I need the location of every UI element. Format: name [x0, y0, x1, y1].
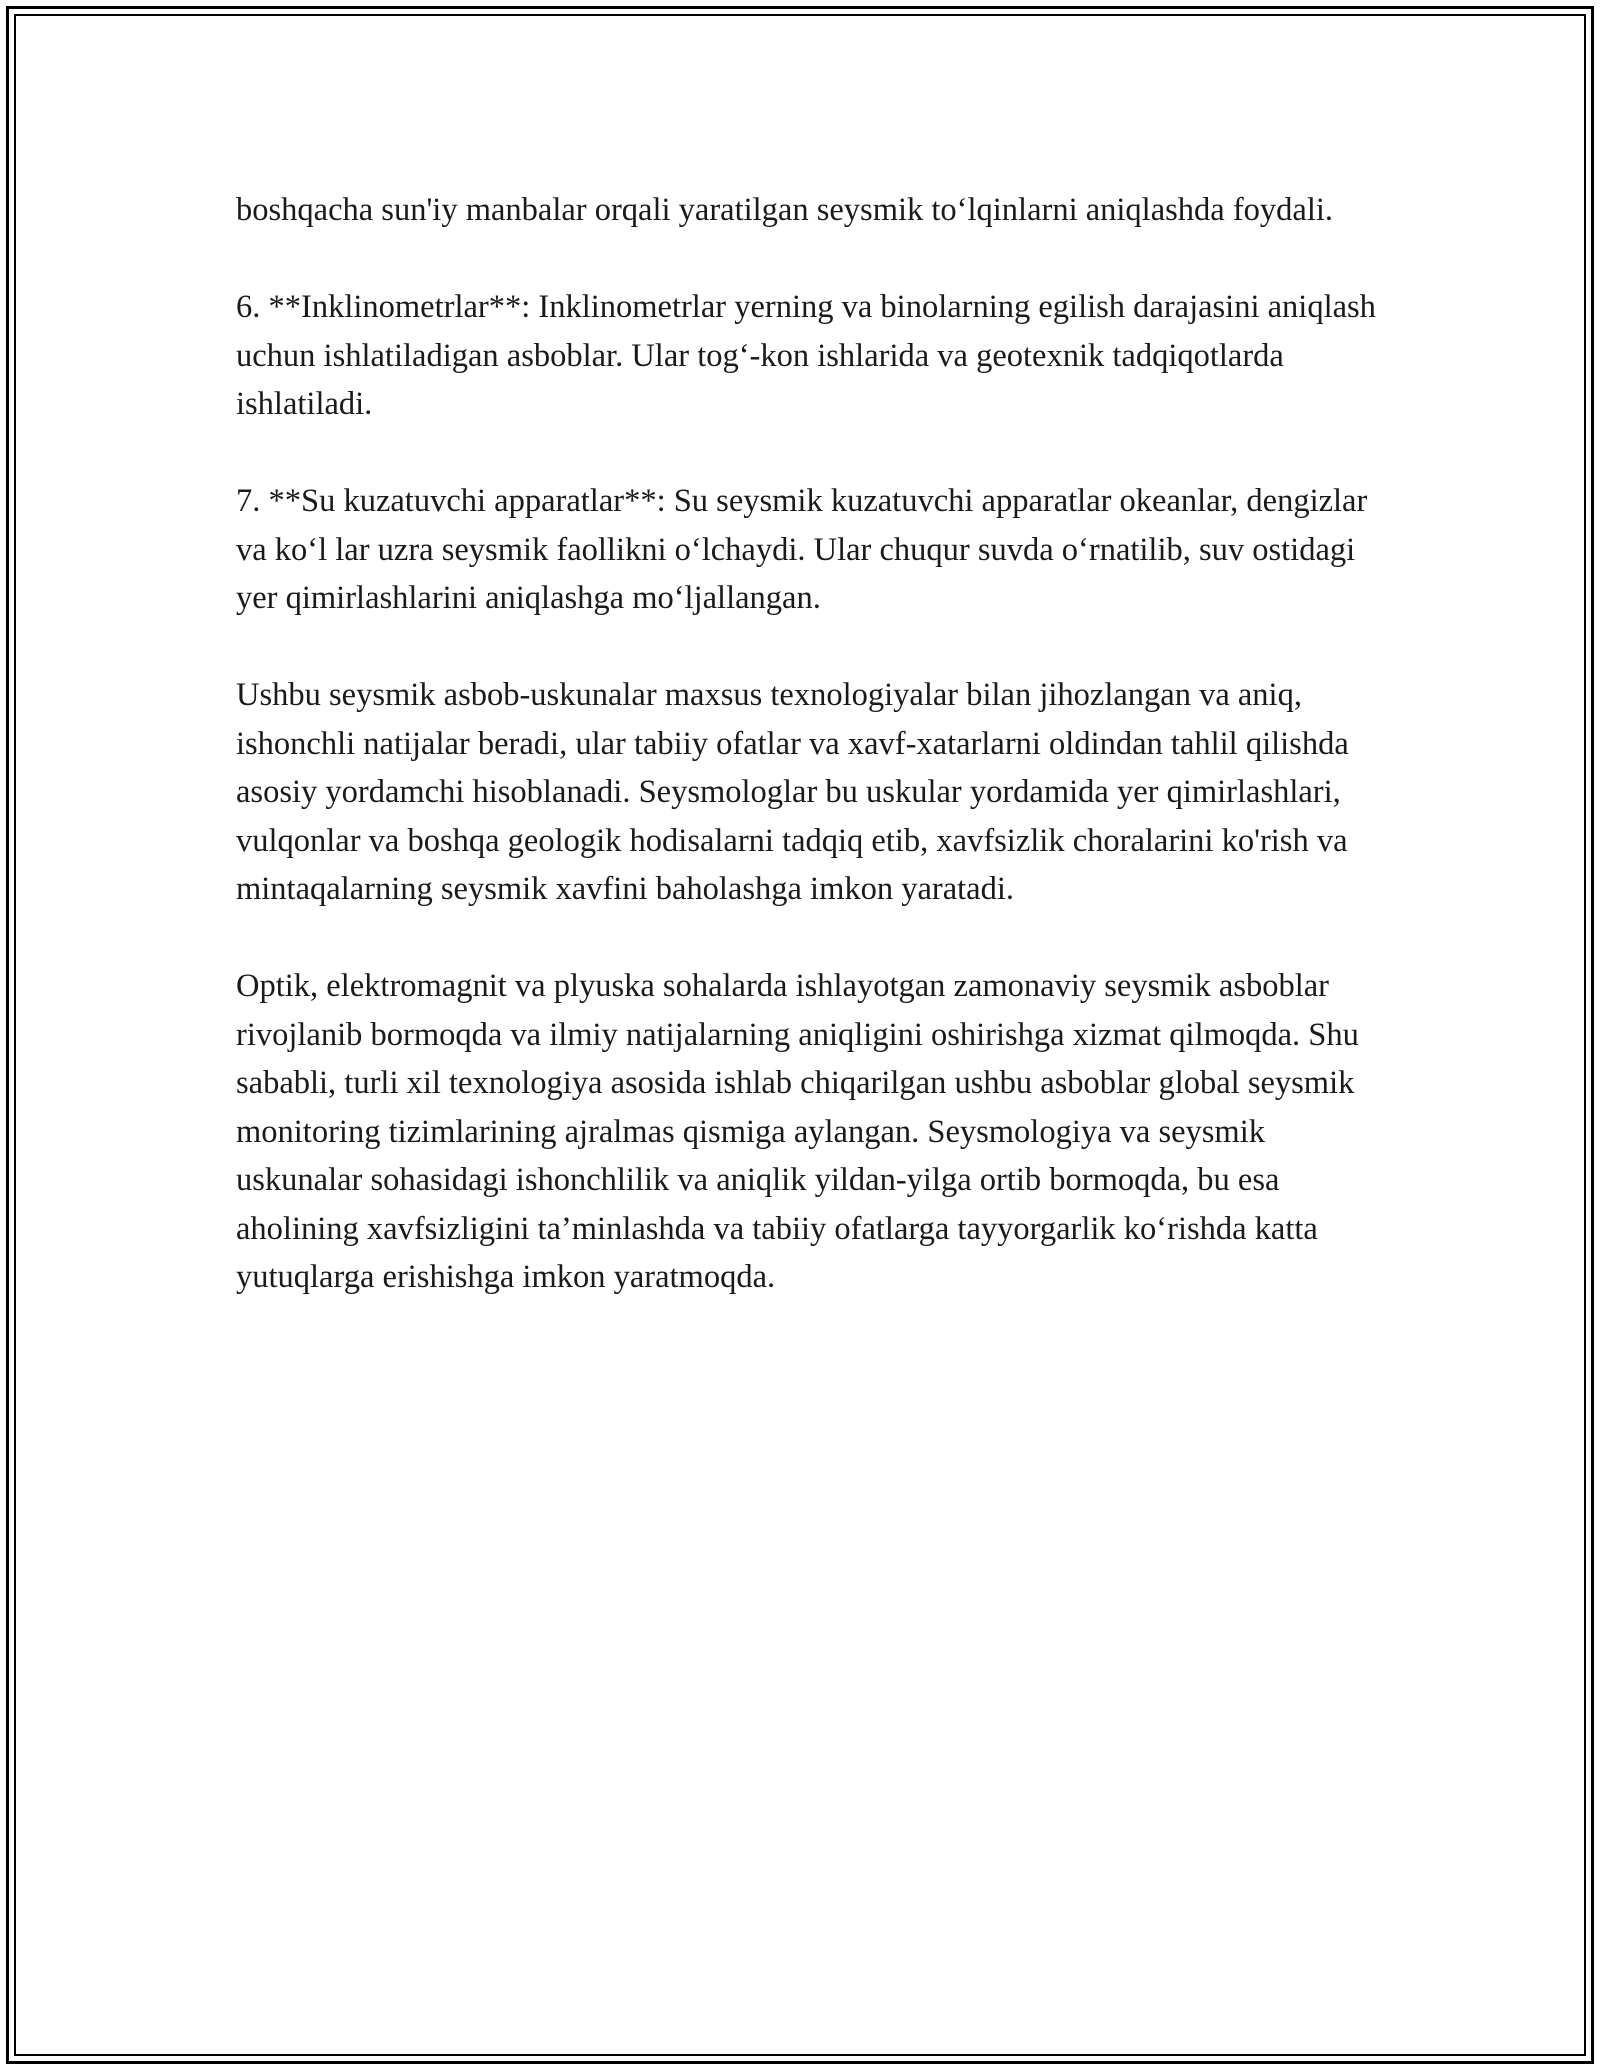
document-body	[236, 186, 1376, 1350]
paragraph-su-kuzatuvchi-apparatlar: 7. **Su kuzatuvchi apparatlar**: Su seysmik kuzatuvchi apparatlar okeanlar, dengizlar va ko‘l lar uzra seysmik faollikni o‘lchaydi. Ular chuqur suvda o‘rnatilib, suv ostidagi yer qimirlashlarini aniqlashga mo‘ljallangan.	[236, 483, 1368, 616]
paragraph-continuation: boshqacha sun'iy manbalar orqali yaratilgan seysmik to‘lqinlarni aniqlashda foydali.	[236, 192, 1334, 228]
paragraph-conclusion: Optik, elektromagnit va plyuska sohalarda ishlayotgan zamonaviy seysmik asboblar rivojlanib bormoqda va ilmiy natijalarning aniqligini oshirishga xizmat qilmoqda. Shu sababli, turli xil texnologiya asosida ishlab chiqarilgan ushbu asboblar global seysmik monitoring tizimlarining ajralmas qismiga aylangan. Seysmologiya va seysmik uskunalar sohasidagi ishonchlilik va aniqlik yildan-yilga ortib bormoqda, bu esa aholining xavfsizligini ta’minlashda va tabiiy ofatlarga tayyorgarlik ko‘rishda katta yutuqlarga erishishga imkon yaratmoqda.	[236, 968, 1359, 1295]
paragraph-inklinometrlar: 6. **Inklinometrlar**: Inklinometrlar yerning va binolarning egilish darajasini aniqlash uchun ishlatiladigan asboblar. Ular tog‘-kon ishlarida va geotexnik tadqiqotlarda ishlatiladi.	[236, 289, 1376, 422]
paragraph-summary: Ushbu seysmik asbob-uskunalar maxsus texnologiyalar bilan jihozlangan va aniq, ishonchli natijalar beradi, ular tabiiy ofatlar va xavf-xatarlarni oldindan tahlil qilishda asosiy yordamchi hisoblanadi. Seysmologlar bu uskular yordamida yer qimirlashlari, vulqonlar va boshqa geologik hodisalarni tadqiq etib, xavfsizlik choralarini ko'rish va mintaqalarning seysmik xavfini baholashga imkon yaratadi.	[236, 677, 1349, 907]
